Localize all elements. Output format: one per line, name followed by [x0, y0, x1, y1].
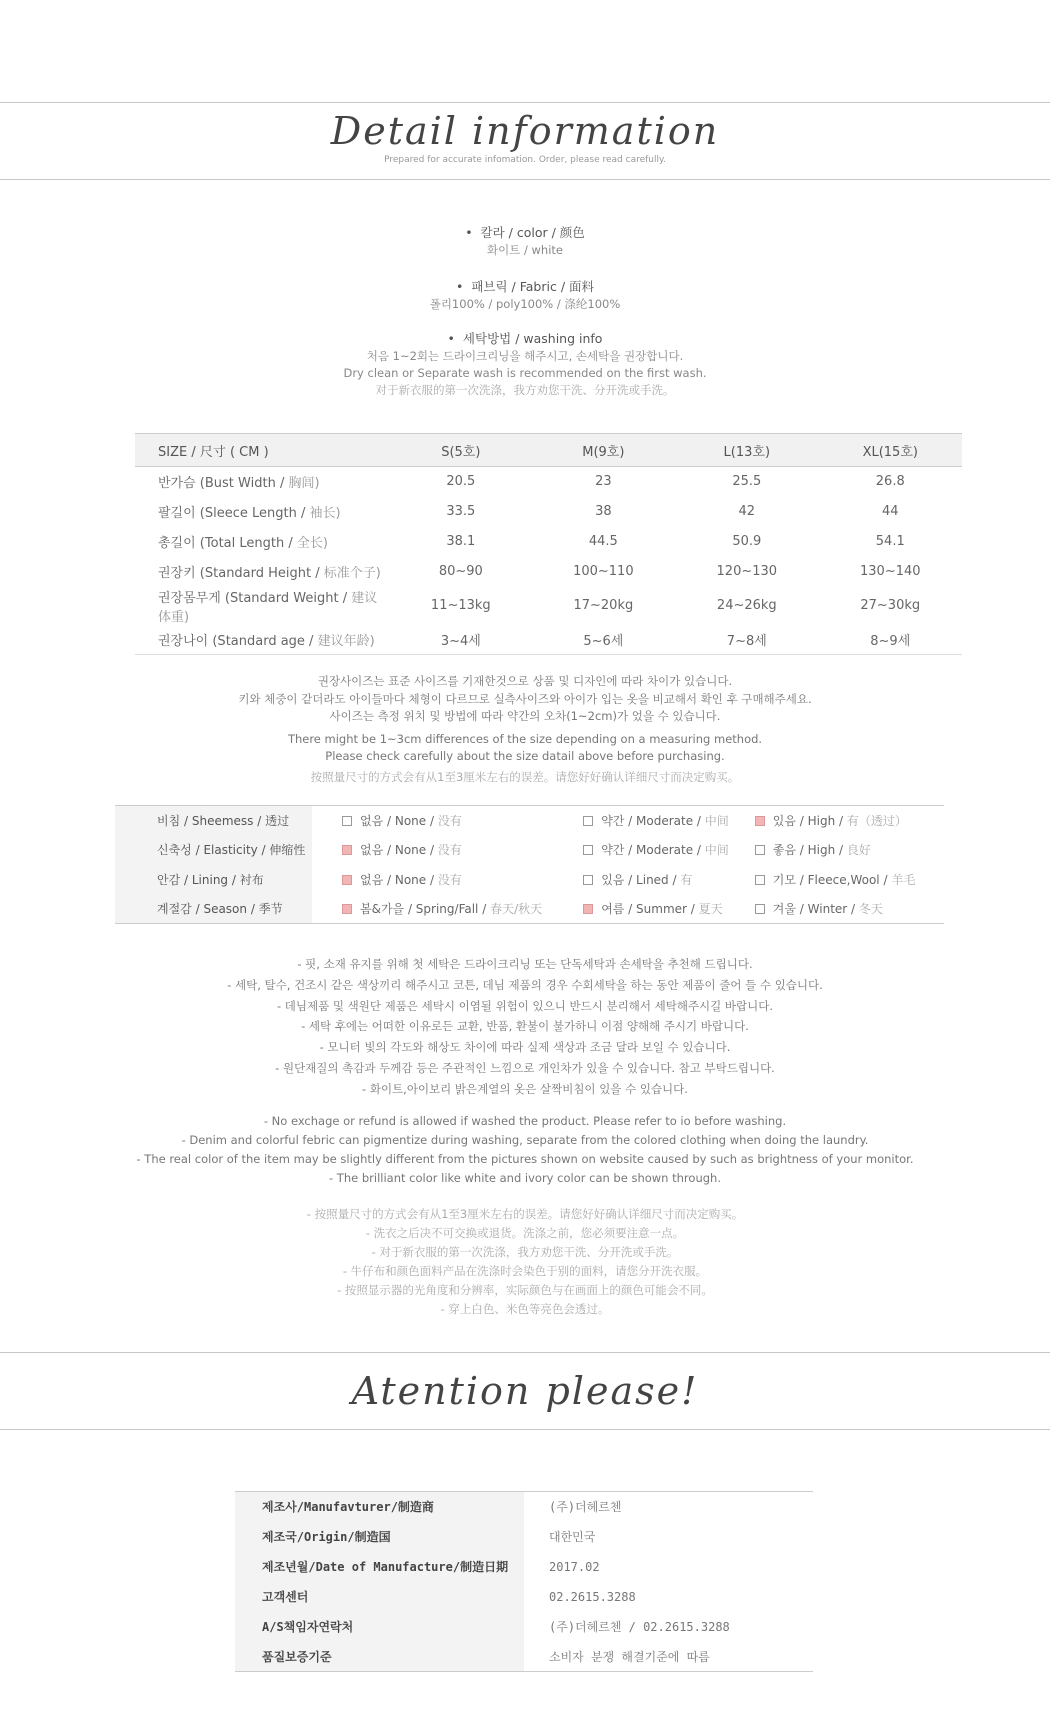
date-value: 2017.02 — [549, 1559, 600, 1574]
care-note: - The real color of the item may be slightly different from the pictures shown on website caused by such as brightness of your monitor. — [136, 1152, 914, 1166]
size-note-en: There might be 1~3cm differences of the size depending on a measuring method. — [287, 731, 763, 746]
size-table-header — [135, 434, 962, 467]
property-row-season — [115, 894, 944, 924]
fabric-title: 패브릭 / Fabric / 面料 — [471, 279, 595, 294]
row-label: 권장키 (Standard Height / 标准个子) — [158, 566, 381, 581]
cell: 3~4세 — [390, 625, 532, 655]
property-option: 없음 / None / 没有 — [312, 806, 583, 836]
checkbox-icon — [755, 904, 765, 914]
table-row — [135, 467, 962, 497]
property-option: 없음 / None / 没有 — [312, 865, 583, 895]
fabric-info — [0, 278, 1050, 313]
property-option: 좋음 / High / 良好 — [755, 835, 944, 865]
as-contact-key: A/S책임자연락처 — [235, 1612, 524, 1642]
care-note: - 牛仔布和颜色面料产品在洗涤时会染色于别的面料，请您分开洗衣服。 — [342, 1264, 708, 1278]
checkbox-checked-icon — [342, 845, 352, 855]
table-row — [135, 497, 962, 527]
customer-center-key: 고객센터 — [235, 1582, 524, 1612]
property-label: 계절감 / Season / 季节 — [115, 894, 312, 924]
size-notes — [0, 673, 1050, 786]
cell: 130~140 — [860, 564, 921, 579]
property-label: 비침 / Sheemess / 透过 — [115, 806, 312, 836]
property-label: 안감 / Lining / 衬布 — [115, 865, 312, 895]
cell: 120~130 — [716, 564, 778, 579]
cell: 54.1 — [875, 534, 905, 549]
care-note: - 핏, 소재 유지를 위해 첫 세탁은 드라이크리닝 또는 단독세탁과 손세탁을 추천해 드립니다. — [297, 957, 753, 971]
cell: 100~110 — [573, 564, 634, 579]
row-label: 권장나이 (Standard age / 建议年龄) — [135, 625, 390, 655]
size-header-s: S(5호) — [390, 434, 532, 467]
washing-ko: 처음 1~2회는 드라이크리닝을 해주시고, 손세탁을 권장합니다. — [366, 349, 684, 363]
checkbox-icon — [755, 845, 765, 855]
care-note: - Denim and colorful febric can pigmentize during washing, separate from the colored clothing when doing the laundry. — [181, 1133, 869, 1147]
cell: 38.1 — [446, 534, 476, 549]
quality-value: 소비자 분쟁 해결기준에 따름 — [549, 1649, 710, 1664]
size-header-l: L(13호) — [675, 434, 818, 467]
table-row — [235, 1552, 813, 1582]
row-label: 권장몸무게 (Standard Weight / 建议体重) — [158, 590, 378, 625]
cell: 24~26kg — [716, 598, 777, 613]
quality-key: 품질보증기준 — [235, 1642, 524, 1672]
checkbox-checked-icon — [583, 904, 593, 914]
table-row — [135, 587, 962, 625]
cell: 38 — [595, 504, 612, 519]
size-header-xl: XL(15호) — [819, 434, 962, 467]
size-note-ko: 키와 체중이 같더라도 아이들마다 체형이 다르므로 실측사이즈와 아이가 입는 옷을 비교해서 확인 후 구매해주세요. — [238, 691, 812, 706]
table-row — [235, 1612, 813, 1642]
checkbox-icon — [583, 875, 593, 885]
washing-info — [0, 330, 1050, 399]
washing-en: Dry clean or Separate wash is recommended on the first wash. — [343, 366, 707, 380]
size-header-label: SIZE / 尺寸 ( CM ) — [135, 434, 390, 467]
cell: 44 — [881, 504, 899, 519]
cell: 80~90 — [438, 564, 483, 579]
care-note: - The brilliant color like white and ivory color can be shown through. — [329, 1171, 721, 1185]
attention-title: Atention please! — [351, 1369, 699, 1413]
row-label: 반가슴 (Bust Width / 胸闾) — [158, 476, 320, 492]
care-notes-en — [0, 1112, 1050, 1188]
cell: 8~9세 — [819, 625, 962, 655]
table-row — [135, 557, 962, 587]
color-value: 화이트 / white — [487, 243, 563, 257]
manufacturer-value: (주)더헤르첸 — [549, 1500, 622, 1515]
customer-center-value: 02.2615.3288 — [549, 1589, 636, 1604]
checkbox-checked-icon — [342, 875, 352, 885]
color-info — [0, 224, 1050, 259]
origin-value: 대한민국 — [549, 1530, 596, 1544]
washing-title: 세탁방법 / washing info — [462, 331, 603, 346]
cell: 25.5 — [732, 474, 762, 490]
size-note-ko: 권장사이즈는 표준 사이즈를 기재한것으로 상품 및 디자인에 따라 차이가 있습니다. — [317, 674, 733, 688]
table-row — [135, 625, 962, 655]
checkbox-icon — [583, 816, 593, 826]
manufacturer-table — [235, 1491, 813, 1672]
care-note: - 세탁, 탈수, 건조시 같은 색상끼리 해주시고 코튼, 데님 제품의 경우 수회세탁을 하는 동안 제품이 줄어 들 수 있습니다. — [227, 977, 823, 992]
row-label: 팔길이 (Sleece Length / 袖长) — [158, 506, 341, 521]
date-key: 제조년월/Date of Manufacture/制造日期 — [235, 1552, 524, 1582]
row-label: 총길이 (Total Length / 全长) — [158, 536, 328, 551]
color-title: 칼라 / color / 颜色 — [480, 225, 585, 240]
size-header-m: M(9호) — [532, 434, 675, 467]
property-option: 약간 / Moderate / 中间 — [583, 806, 755, 836]
cell: 7~8세 — [675, 625, 818, 655]
table-row — [235, 1582, 813, 1612]
detail-subtitle: Prepared for accurate infomation. Order, please read carefully. — [384, 155, 666, 165]
care-note: - 모니터 빛의 각도와 해상도 차이에 따라 실제 색상과 조금 달라 보일 수 있습니다. — [319, 1040, 731, 1055]
cell: 42 — [738, 504, 756, 519]
checkbox-icon — [755, 875, 765, 885]
table-row — [235, 1492, 813, 1522]
size-note-en: Please check carefully about the size datail above before purchasing. — [325, 749, 725, 763]
care-notes-cn — [0, 1205, 1050, 1319]
bullet-icon: • — [455, 279, 464, 294]
cell: 23 — [595, 474, 612, 490]
property-label: 신축성 / Elasticity / 伸缩性 — [115, 835, 312, 865]
fabric-value: 폴리100% / poly100% / 涤纶100% — [429, 297, 621, 311]
property-option: 겨울 / Winter / 冬天 — [755, 894, 944, 924]
care-note: - 화이트,아이보리 밝은계열의 옷은 살짝비침이 있을 수 있습니다. — [362, 1081, 688, 1096]
size-table — [135, 433, 962, 655]
properties-table — [115, 805, 944, 924]
checkbox-icon — [342, 816, 352, 826]
detail-title: Detail information — [330, 109, 720, 153]
property-option: 없음 / None / 没有 — [312, 835, 583, 865]
cell: 17~20kg — [573, 598, 634, 613]
as-contact-value: (주)더헤르첸 / 02.2615.3288 — [549, 1620, 730, 1634]
care-note: - 세탁 후에는 어떠한 이유로든 교환, 반품, 환불이 불가하니 이점 양해해 주시기 바랍니다. — [301, 1019, 749, 1034]
property-option: 약간 / Moderate / 中间 — [583, 835, 755, 865]
care-note: - 데님제품 및 색원단 제품은 세탁시 이염될 위험이 있으니 반드시 분리해서 세탁해주시길 바랍니다. — [276, 998, 774, 1013]
checkbox-icon — [583, 845, 593, 855]
table-row — [135, 527, 962, 557]
cell: 44.5 — [588, 534, 618, 549]
care-note: - 원단재질의 촉감과 두께감 등은 주관적인 느낌으로 개인차가 있을 수 있습니다. 참고 부탁드립니다. — [275, 1060, 775, 1075]
property-option: 봄&가을 / Spring/Fall / 春天/秋天 — [312, 894, 583, 924]
cell: 5~6세 — [532, 625, 675, 655]
property-option: 기모 / Fleece,Wool / 羊毛 — [755, 865, 944, 895]
cell: 20.5 — [446, 474, 476, 490]
table-row — [235, 1522, 813, 1552]
attention-header — [0, 1352, 1050, 1430]
checkbox-checked-icon — [755, 816, 765, 826]
care-note: - 按照量尺寸的方式会有从1至3厘米左右的误差。请您好好确认详细尺寸而决定购买。 — [306, 1207, 744, 1221]
bullet-icon: • — [465, 225, 473, 240]
cell: 33.5 — [446, 504, 476, 519]
bullet-icon: • — [447, 331, 455, 346]
care-note: - No exchage or refund is allowed if washed the product. Please refer to io before washing. — [263, 1114, 787, 1128]
property-option: 있음 / High / 有（透过） — [755, 806, 944, 836]
care-notes-ko — [0, 954, 1050, 1100]
cell: 27~30kg — [860, 598, 921, 613]
property-row-sheerness — [115, 806, 944, 836]
property-option: 있음 / Lined / 有 — [583, 865, 755, 895]
care-note: - 洗衣之后决不可交换或退货。洗涤之前，您必须要注意一点。 — [365, 1226, 685, 1240]
property-option: 여름 / Summer / 夏天 — [583, 894, 755, 924]
size-note-cn: 按照量尺寸的方式会有从1至3厘米左右的误差。请您好好确认详细尺寸而决定购买。 — [310, 769, 740, 784]
cell: 50.9 — [732, 534, 762, 549]
care-note: - 按照显示器的光角度和分辨率，实际颜色与在画面上的颜色可能会不同。 — [337, 1283, 713, 1297]
property-row-lining — [115, 865, 944, 895]
cell: 11~13kg — [430, 598, 491, 613]
table-row — [235, 1642, 813, 1672]
cell: 26.8 — [875, 474, 905, 490]
care-note: - 对于新衣服的第一次洗涤，我方劝您干洗、分开洗或手洗。 — [371, 1245, 679, 1259]
property-row-elasticity — [115, 835, 944, 865]
washing-cn: 对于新衣服的第一次洗涤，我方劝您干洗、分开洗或手洗。 — [375, 383, 675, 397]
care-note: - 穿上白色、米色等亮色会透过。 — [440, 1302, 610, 1316]
size-note-ko: 사이즈는 측정 위치 및 방법에 따라 약간의 오차(1~2cm)가 었을 수 있습니다. — [329, 709, 721, 723]
manufacturer-key: 제조사/Manufavturer/制造商 — [235, 1492, 524, 1522]
checkbox-checked-icon — [342, 904, 352, 914]
origin-key: 제조국/Origin/制造国 — [235, 1522, 524, 1552]
detail-information-header — [0, 102, 1050, 180]
